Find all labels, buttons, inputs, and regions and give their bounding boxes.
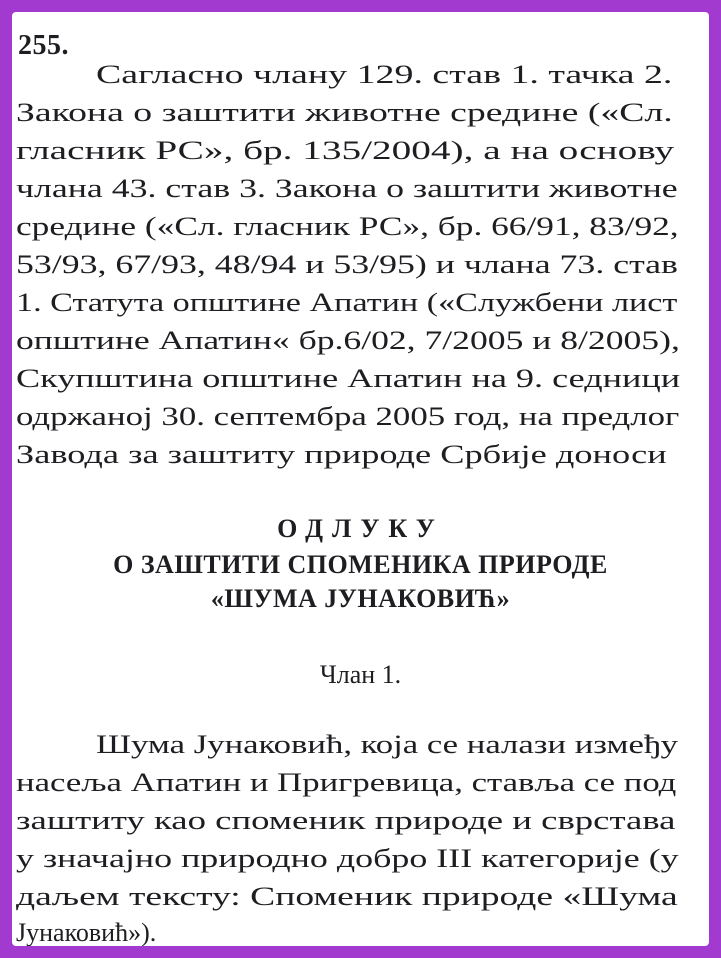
preamble-line: 53/93, 67/93, 48/94 и 53/95) и члана 73. став [16, 250, 678, 279]
preamble-line: Сагласно члану 129. став 1. тачка 2. [96, 60, 673, 89]
preamble-line: општине Апатин« бр.6/02, 7/2005 и 8/2005), [16, 326, 680, 355]
article-line: у значајно природно добро III категорије (у [16, 844, 679, 873]
article-line: даљем тексту: Споменик природе «Шума [16, 882, 678, 911]
preamble-line: одржаној 30. септембра 2005 год, на предлог [16, 402, 680, 431]
preamble-line: Закона о заштити животне средине («Сл. [16, 98, 673, 127]
article-line: насеља Апатин и Пригревица, ставља се под [16, 768, 677, 797]
document-number: 255. [18, 30, 69, 61]
article-line: Шума Јунаковић, која се налази између [96, 730, 678, 759]
preamble-line: 1. Статута општине Апатин («Службени лист [16, 288, 678, 317]
decision-subtitle-line1: О ЗАШТИТИ СПОМЕНИКА ПРИРОДЕ [113, 550, 608, 579]
preamble-line: средине («Сл. гласник РС», бр. 66/91, 83/92, [16, 212, 679, 241]
preamble-line: члана 43. став 3. Закона о заштити животне [16, 174, 678, 203]
article-label: Члан 1. [319, 660, 402, 689]
preamble-line: гласник РС», бр. 135/2004), а на основу [16, 136, 675, 165]
decision-subtitle-line2: «ШУМА ЈУНАКОВИЋ» [210, 584, 511, 613]
document-frame [12, 12, 709, 946]
article-line: заштиту као споменик природе и сврстава [16, 806, 676, 835]
preamble-line: Завода за заштиту природе Србије доноси [16, 440, 667, 469]
document-page [12, 12, 709, 946]
decision-title: ОДЛУКУ [277, 514, 444, 543]
preamble-line: Скупштина општине Апатин на 9. седници [16, 364, 681, 393]
article-line: Јунаковић»). [16, 918, 157, 946]
